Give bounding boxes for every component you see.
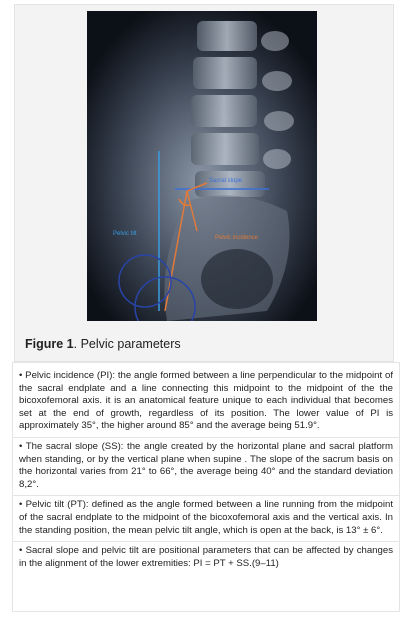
label-sacral-slope: Sacral slope	[209, 178, 243, 184]
vertebra-2	[193, 57, 257, 89]
posterior-element-3	[264, 111, 294, 131]
figure-caption-text: . Pelvic parameters	[73, 337, 181, 351]
vertebra-4	[191, 133, 259, 165]
paragraph-pelvic-incidence: • Pelvic incidence (PI): the angle formed between a line perpendicular to the midpoint of the sacral endplate and a line connecting this midpoint to the midpoint of the the bicoxofemoral axis. it is an anatomical feature unique to each individual that becomes set at the end of growth, regardless of its position. The lower value of PI is approximately 35°, the higher around 85° and the average being 51.9°.	[19, 370, 393, 432]
vertebra-3	[191, 95, 257, 127]
page	[6, 4, 400, 616]
figure	[14, 4, 394, 362]
posterior-element-2	[262, 71, 292, 91]
vertebra-1	[197, 21, 257, 51]
divider	[13, 541, 399, 542]
posterior-element-4	[263, 149, 291, 169]
divider	[13, 495, 399, 496]
paragraph-pelvic-tilt: • Pelvic tilt (PT): defined as the angle formed between a line running from the midpoint of the sacral endplate to the midpoint of the bicoxofemoral axis and the vertical axis. In the standing position, the mean pelvic tilt angle, which is open at the back, is 13° ± 6°.	[19, 499, 393, 536]
xray-image	[87, 11, 317, 321]
divider	[13, 437, 399, 438]
figure-caption	[25, 337, 181, 351]
label-pelvic-incidence: Pelvic incidence	[215, 235, 259, 241]
xray-illustration	[87, 11, 317, 321]
posterior-element-1	[261, 31, 289, 51]
paragraph-positional-parameters: • Sacral slope and pelvic tilt are positional parameters that can be affected by changes in the alignment of the lower extremities: PI = PT + SS.(9–11)	[19, 545, 393, 569]
figure-caption-label: Figure 1	[25, 337, 74, 351]
parameters-text-block	[12, 362, 400, 612]
paragraph-sacral-slope: • The sacral slope (SS): the angle created by the horizontal plane and sacral platform when standing, or by the vertical plane when supine . The slope of the sacrum basis on the horizontal varies from 21° to 66°, the average being 40° and the standard deviation 8,2°.	[19, 440, 393, 490]
label-pelvic-tilt: Pelvic tilt	[113, 231, 137, 237]
pelvic-cavity	[201, 249, 273, 309]
